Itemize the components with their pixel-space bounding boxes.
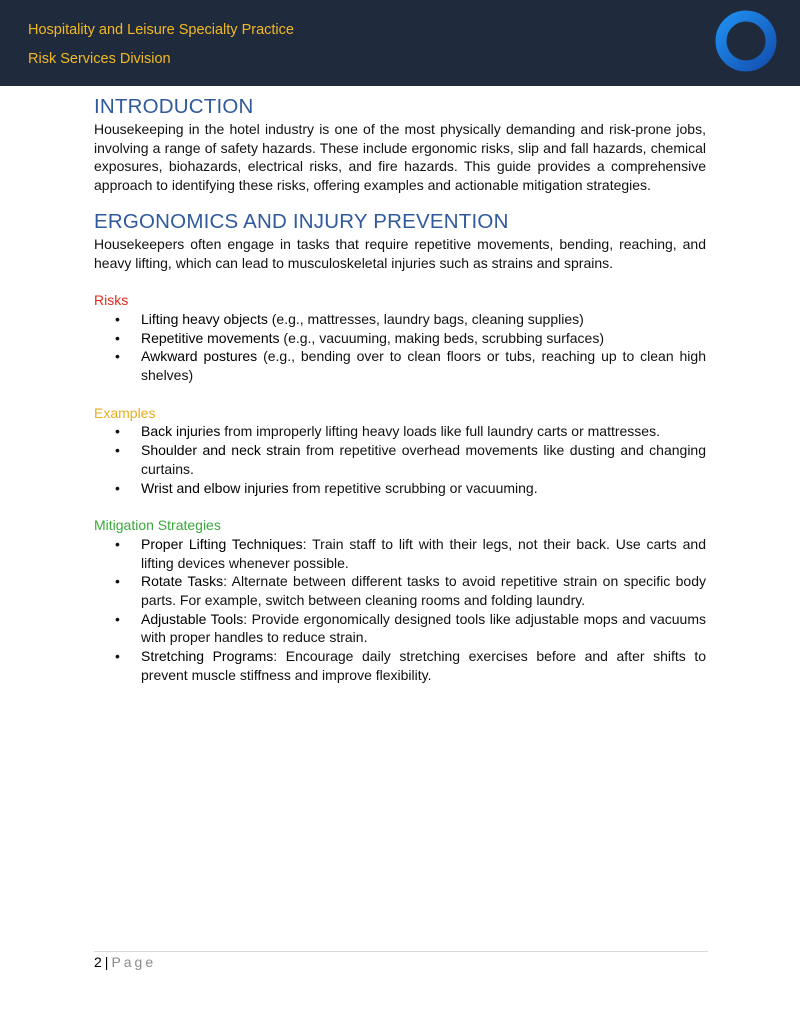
list-item	[94, 479, 706, 498]
item-text: : Alternate between different tasks to avoid repetitive strain on specific body parts. For example, switch between cleaning rooms and folding laundry.	[141, 573, 707, 609]
list-item	[94, 329, 706, 348]
item-term: Proper Lifting Techniques	[141, 535, 303, 552]
list-item	[94, 441, 706, 478]
risks-list	[94, 310, 706, 385]
bullet-icon: •	[115, 648, 120, 665]
item-text: (e.g., bending over to clean floors or tubs, reaching up to clean high shelves)	[141, 348, 706, 384]
item-term: Adjustable Tools	[141, 610, 244, 627]
item-text: from repetitive overhead movements like dusting and changing curtains.	[141, 442, 706, 477]
bullet-icon: •	[115, 348, 120, 365]
list-item	[94, 535, 706, 572]
item-term: Back injuries	[141, 423, 221, 440]
bullet-icon: •	[115, 442, 120, 459]
bullet-icon: •	[115, 610, 120, 627]
item-text: (e.g., vacuuming, making beds, scrubbing surfaces)	[279, 329, 605, 346]
practice-name: Hospitality and Leisure Specialty Practice	[28, 22, 294, 38]
item-term: Rotate Tasks	[141, 573, 224, 590]
page-header	[0, 0, 800, 86]
item-text: from improperly lifting heavy loads like full laundry carts or mattresses.	[220, 423, 660, 440]
document-body	[94, 94, 706, 685]
ring-logo-icon	[714, 9, 778, 73]
list-item	[94, 310, 706, 329]
page-footer	[94, 954, 156, 970]
item-term: Shoulder and neck strain	[141, 442, 301, 459]
examples-list	[94, 422, 706, 497]
intro-paragraph: Housekeeping in the hotel industry is one of the most physically demanding and risk-prone jobs, involving a range of safety hazards. These include ergonomic risks, slip and fall hazards, chemical exposures, biohazards, electrical risks, and fire hazards. This guide provides a comprehensive approach to identifying these risks, offering examples and actionable mitigation strategies.	[94, 121, 706, 194]
page-label: Page	[111, 954, 157, 970]
mitigation-heading: Mitigation Strategies	[94, 517, 221, 534]
item-term: Lifting heavy objects	[141, 310, 268, 327]
footer-separator: |	[104, 954, 109, 970]
bullet-icon: •	[115, 423, 120, 440]
item-text: : Encourage daily stretching exercises before and after shifts to prevent muscle stiffness and improve flexibility.	[141, 648, 706, 683]
mitigation-list	[94, 535, 706, 685]
bullet-icon: •	[115, 573, 120, 590]
item-text: (e.g., mattresses, laundry bags, cleaning supplies)	[267, 310, 584, 327]
list-item	[94, 422, 706, 441]
page-number: 2	[94, 954, 102, 970]
item-term: Wrist and elbow injuries	[141, 479, 289, 496]
division-name: Risk Services Division	[28, 51, 171, 67]
intro-heading: INTRODUCTION	[94, 95, 254, 118]
list-item	[94, 347, 706, 384]
bullet-icon: •	[115, 535, 120, 552]
item-text: : Train staff to lift with their legs, not their back. Use carts and lifting devices whenever possible.	[141, 535, 706, 571]
bullet-icon: •	[115, 479, 120, 496]
item-term: Stretching Programs	[141, 648, 274, 665]
list-item	[94, 572, 706, 609]
item-term: Repetitive movements	[141, 329, 280, 346]
risks-heading: Risks	[94, 292, 129, 309]
list-item	[94, 610, 706, 647]
item-text: from repetitive scrubbing or vacuuming.	[288, 479, 538, 496]
item-text: : Provide ergonomically designed tools like adjustable mops and vacuums with proper handles to reduce strain.	[141, 610, 706, 646]
ergonomics-heading: ERGONOMICS AND INJURY PREVENTION	[94, 209, 509, 233]
examples-heading: Examples	[94, 404, 156, 421]
list-item	[94, 647, 706, 684]
footer-divider	[94, 951, 708, 952]
bullet-icon: •	[115, 329, 120, 346]
ergonomics-paragraph: Housekeepers often engage in tasks that require repetitive movements, bending, reaching, and heavy lifting, which can lead to musculoskeletal injuries such as strains and sprains.	[94, 235, 706, 271]
item-term: Awkward postures	[141, 348, 258, 365]
bullet-icon: •	[115, 310, 120, 327]
